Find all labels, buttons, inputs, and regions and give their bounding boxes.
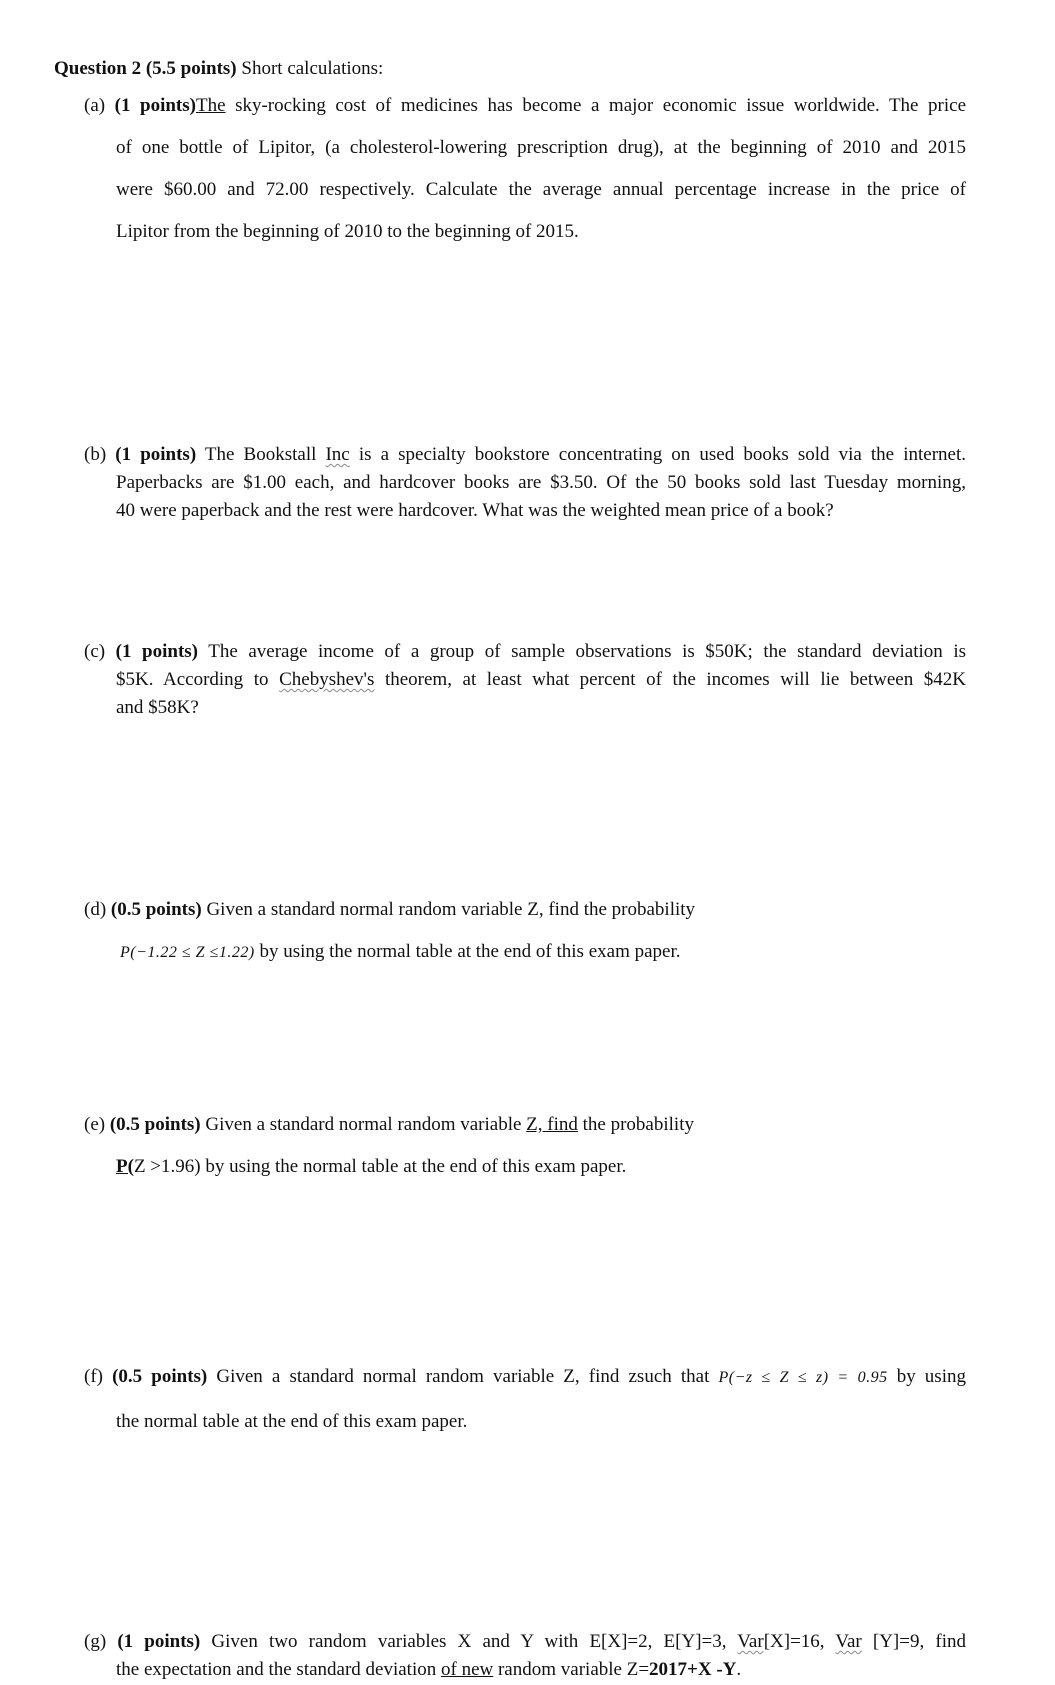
part-e-points: (0.5 points) xyxy=(109,1114,201,1135)
part-b-line-1-flagged: Inc xyxy=(325,444,350,465)
part-d-math: P(−1.22 ≤ Z ≤1.22) xyxy=(120,944,255,961)
part-d-line-1-text: Given a standard normal random variable Z, find the probability xyxy=(201,899,696,920)
part-f-label: (f) xyxy=(84,1366,113,1387)
part-a-line-2: of one bottle of Lipitor, (a cholesterol-lowering prescription drug), at the beginning of 2010 and 2015 xyxy=(116,137,966,158)
part-d-label: (d) xyxy=(84,899,111,920)
part-g-line-1 xyxy=(84,1628,966,1656)
part-d-points: (0.5 points) xyxy=(110,899,202,920)
part-e-line-1-underlined: Z, find xyxy=(526,1114,578,1135)
part-c-line-1-text: The average income of a group of sample observations is $50K; the standard deviation is xyxy=(198,641,967,662)
part-d-line-2-text: by using the normal table at the end of this exam paper. xyxy=(254,941,681,962)
part-a xyxy=(84,85,966,253)
part-b xyxy=(84,441,966,525)
part-g-points: (1 points) xyxy=(117,1631,201,1652)
part-a-label: (a) xyxy=(84,95,115,116)
part-a-line-1 xyxy=(84,85,966,127)
part-b-line-1-a: The Bookstall xyxy=(196,444,326,465)
part-c-line-3: and $58K? xyxy=(116,697,199,718)
part-b-line-3: 40 were paperback and the rest were hardcover. What was the weighted mean price of a book? xyxy=(116,500,834,521)
part-c-points: (1 points) xyxy=(115,641,199,662)
part-f-line-2: the normal table at the end of this exam paper. xyxy=(116,1411,468,1432)
part-a-line-1-underlined: The xyxy=(195,95,226,116)
part-g-line-2-c: . xyxy=(736,1659,742,1680)
part-g-line-1-flagged-2: Var xyxy=(835,1631,862,1652)
part-g-line-1-c: [Y]=9, find xyxy=(861,1631,966,1652)
part-e-label: (e) xyxy=(84,1114,110,1135)
part-g-line-1-a: Given two random variables X and Y with E[X]=2, E[Y]=3, xyxy=(200,1631,738,1652)
part-c xyxy=(84,638,966,722)
part-f-line-1-z: z xyxy=(628,1366,637,1387)
part-e xyxy=(84,1104,966,1188)
part-g-line-2 xyxy=(84,1656,966,1684)
part-c-line-1 xyxy=(84,638,966,666)
part-b-line-1 xyxy=(84,441,966,469)
part-f-line-1-c: by using xyxy=(887,1366,966,1387)
part-a-points: (1 points) xyxy=(114,95,196,116)
part-c-line-2-flagged: Chebyshev's xyxy=(279,669,375,690)
part-c-line-2 xyxy=(84,666,966,694)
part-b-points: (1 points) xyxy=(115,444,197,465)
part-g-line-1-b: [X]=16, xyxy=(763,1631,836,1652)
part-g-line-2-bold: 2017+X -Y xyxy=(649,1659,737,1680)
part-g xyxy=(84,1628,966,1684)
part-c-line-2-b: theorem, at least what percent of the incomes will lie between $42K xyxy=(374,669,966,690)
part-f xyxy=(84,1355,966,1444)
part-f-line-1-b: such that xyxy=(636,1366,719,1387)
question-title xyxy=(54,58,383,80)
part-e-line-2 xyxy=(84,1146,966,1188)
part-f-line-1-a: Given a standard normal random variable Z, find xyxy=(207,1366,629,1387)
part-c-label: (c) xyxy=(84,641,116,662)
part-e-line-1 xyxy=(84,1104,966,1146)
question-title-bold: Question 2 (5.5 points) xyxy=(54,58,237,79)
part-e-line-1-a: Given a standard normal random variable xyxy=(200,1114,527,1135)
part-a-line-1-text: sky-rocking cost of medicines has become a major economic issue worldwide. The price xyxy=(225,95,967,116)
part-g-label: (g) xyxy=(84,1631,118,1652)
part-e-line-2-underlined: P( xyxy=(116,1156,134,1177)
part-g-line-2-b: random variable Z= xyxy=(493,1659,650,1680)
part-a-line-3: were $60.00 and 72.00 respectively. Calculate the average annual percentage increase in the price of xyxy=(116,179,966,200)
part-b-line-2: Paperbacks are $1.00 each, and hardcover books are $3.50. Of the 50 books sold last Tuesday morning, xyxy=(116,472,966,493)
question-title-rest: Short calculations: xyxy=(236,58,384,79)
part-f-points: (0.5 points) xyxy=(112,1366,208,1387)
part-c-line-2-a: $5K. According to xyxy=(116,669,280,690)
part-b-line-1-b: is a specialty bookstore concentrating on used books sold via the internet. xyxy=(349,444,966,465)
part-d-line-1 xyxy=(84,889,966,931)
part-b-label: (b) xyxy=(84,444,116,465)
part-g-line-1-flagged-1: Var xyxy=(737,1631,764,1652)
part-d-line-2 xyxy=(84,931,966,974)
part-e-line-1-b: the probability xyxy=(577,1114,694,1135)
part-g-line-2-underlined: of new xyxy=(441,1659,494,1680)
part-a-line-4: Lipitor from the beginning of 2010 to the beginning of 2015. xyxy=(116,221,579,242)
part-f-line-1 xyxy=(84,1355,966,1400)
part-d xyxy=(84,889,966,974)
part-g-line-2-a: the expectation and the standard deviation xyxy=(116,1659,441,1680)
part-f-math: P(−z ≤ Z ≤ z) = 0.95 xyxy=(718,1369,888,1386)
part-e-line-2-text: Z >1.96) by using the normal table at the end of this exam paper. xyxy=(133,1156,627,1177)
